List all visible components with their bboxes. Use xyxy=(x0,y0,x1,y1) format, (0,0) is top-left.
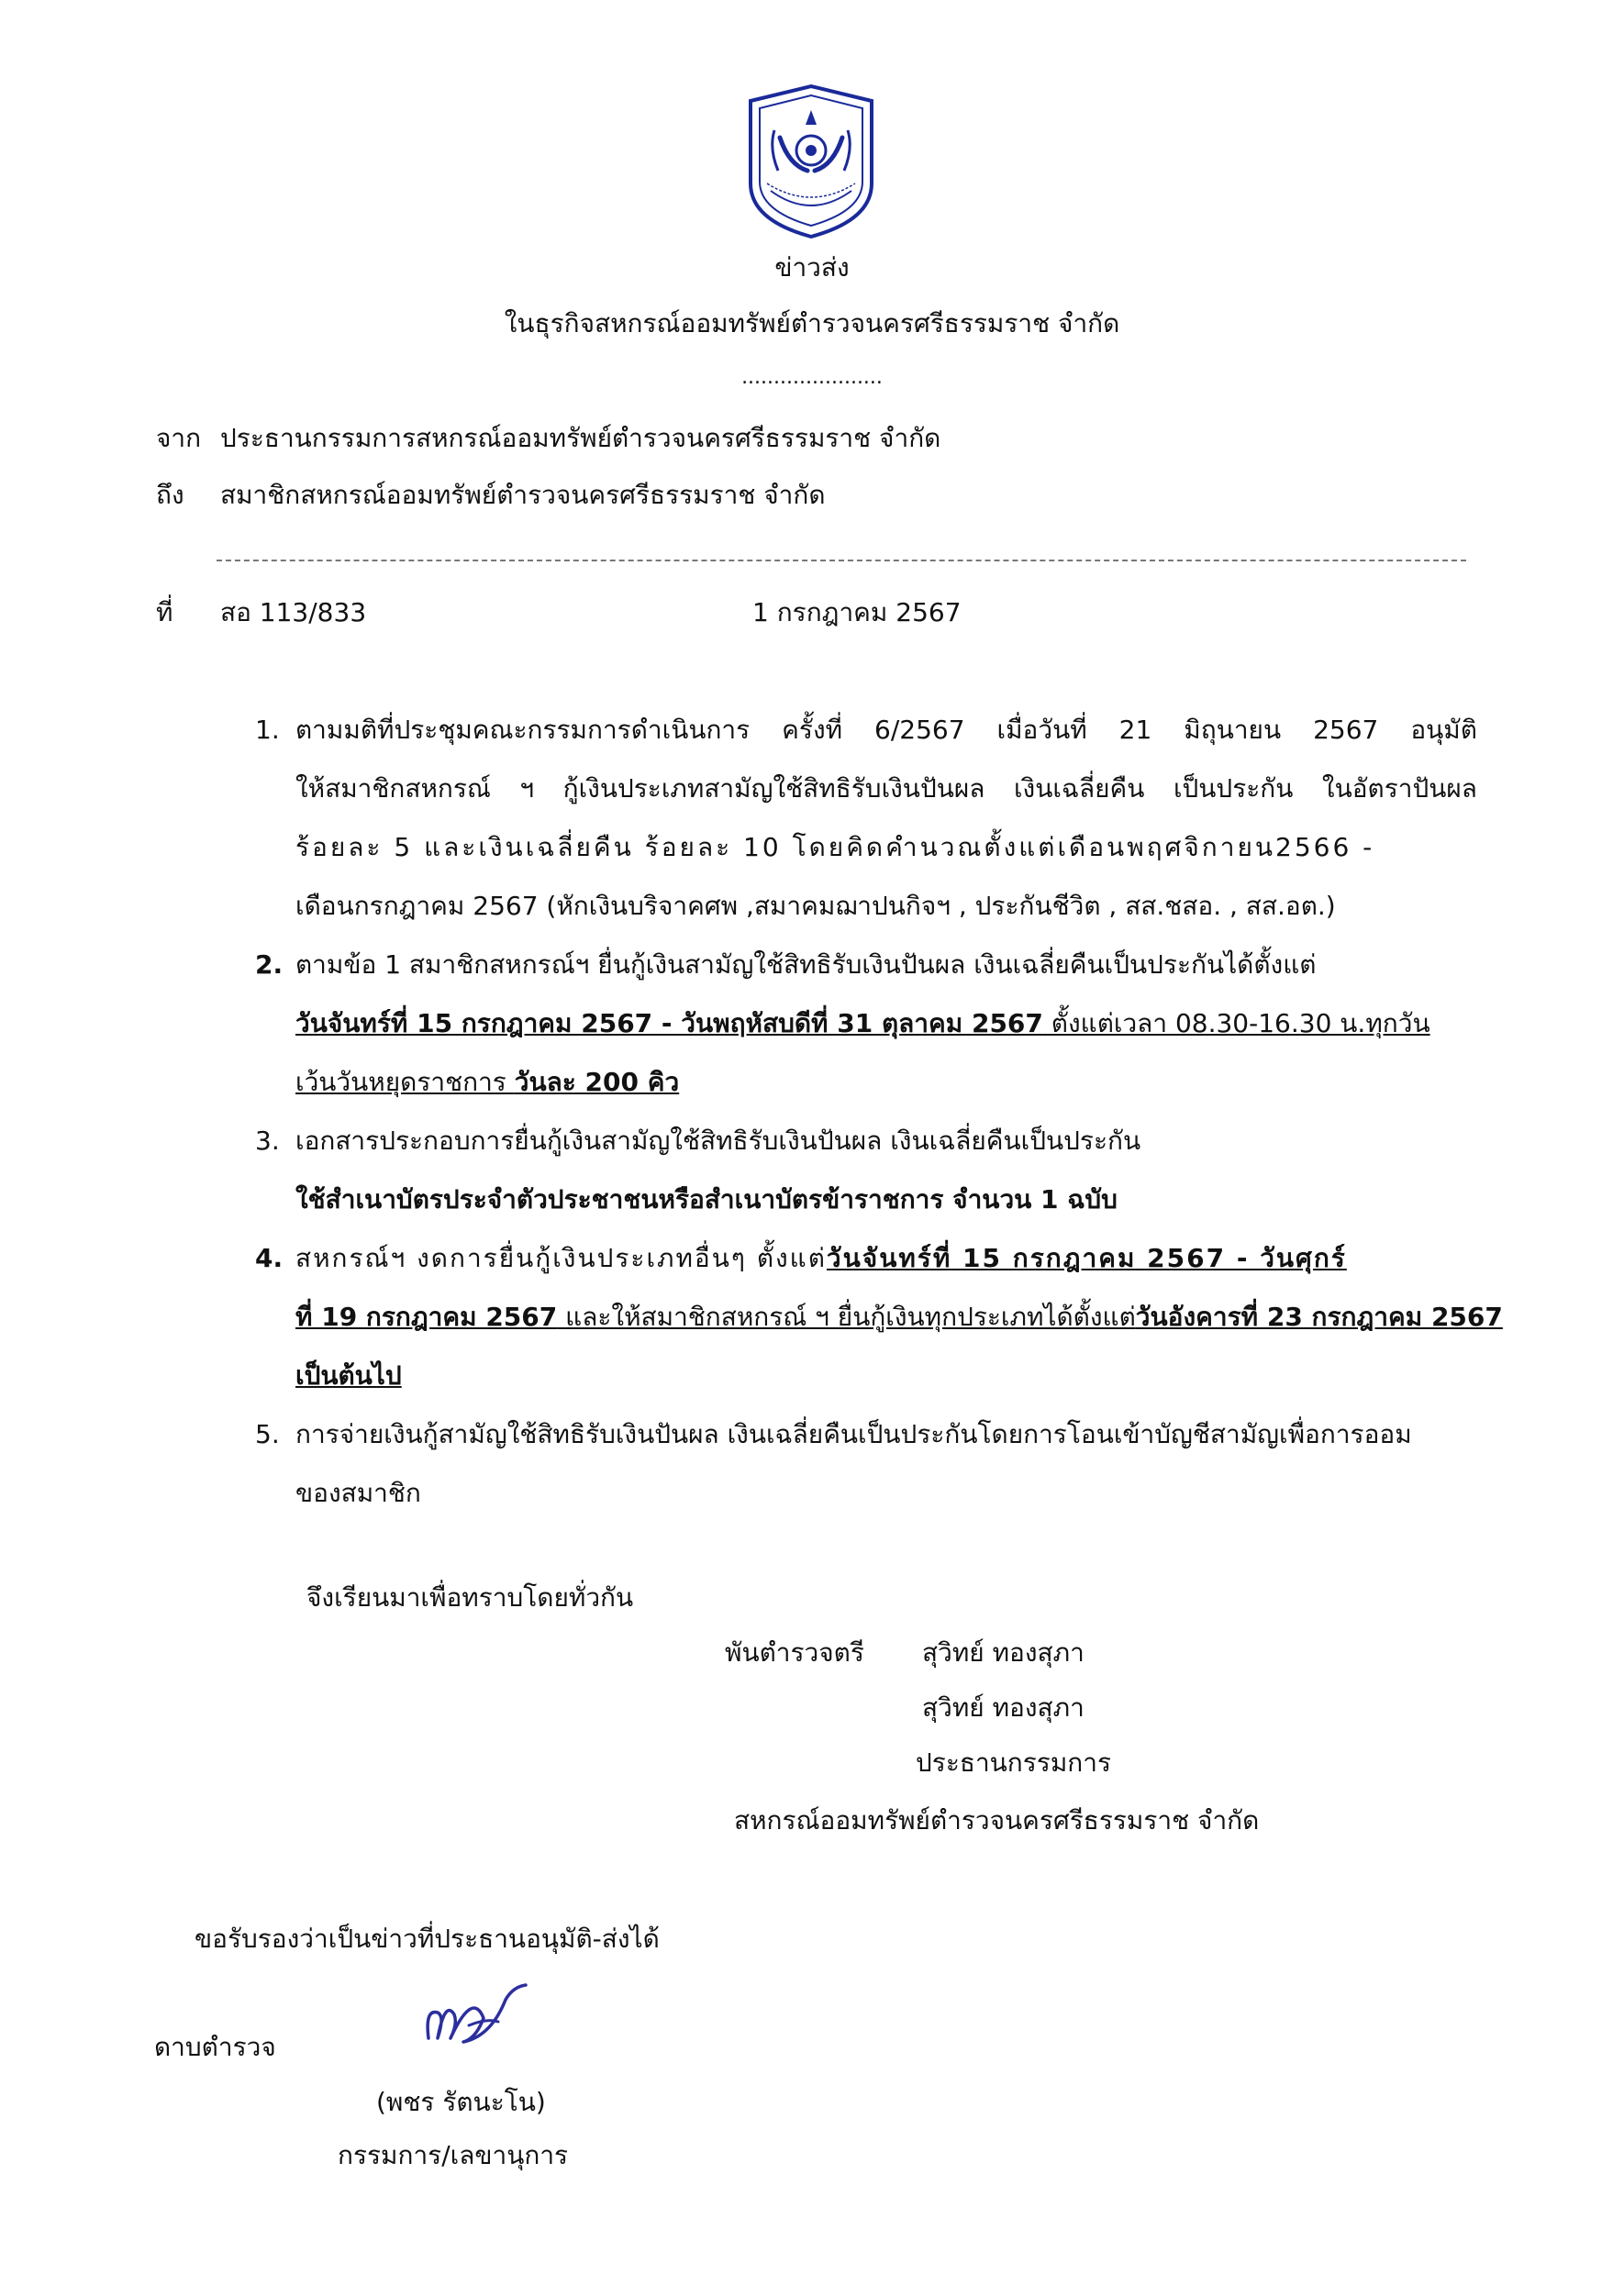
to-label: ถึง xyxy=(156,480,184,510)
item-line: ของสมาชิก xyxy=(295,1478,421,1508)
item-line: เอกสารประกอบการยื่นกู้เงินสามัญใช้สิทธิรับเงินปันผล เงินเฉลี่ยคืนเป็นประกัน xyxy=(295,1126,1141,1156)
signer-name-printed: สุวิทย์ ทองสุภา xyxy=(922,1692,1085,1723)
list-item xyxy=(295,1405,1477,1523)
certifier-rank: ดาบตำรวจ xyxy=(154,2032,276,2062)
item-line: ร้อยละ 5 และเงินเฉลี่ยคืน ร้อยละ 10 โดยคิดคำนวณตั้งแต่เดือนพฤศจิกายน2566 - xyxy=(295,832,1375,862)
item-line xyxy=(295,994,1477,1053)
closing-text: จึงเรียนมาเพื่อทราบโดยทั่วกัน xyxy=(306,1582,634,1613)
document-subtitle: ในธุรกิจสหกรณ์ออมทรัพย์ตำรวจนครศรีธรรมราช จำกัด xyxy=(504,308,1120,338)
time-range: ตั้งแต่เวลา 08.30-16.30 น.ทุกวัน xyxy=(1042,1008,1430,1038)
item-line: เดือนกรกฎาคม 2567 (หักเงินบริจาคศพ ,สมาคมฌาปนกิจฯ , ประกันชีวิต , สส.ชสอ. , สส.อต.) xyxy=(295,891,1336,921)
cooperative-logo xyxy=(743,83,879,240)
separator-line xyxy=(217,560,1466,561)
ref-date: 1 กรกฎาคม 2567 xyxy=(752,597,962,627)
ref-number: สอ 113/833 xyxy=(220,597,367,627)
item-line: ใช้สำเนาบัตรประจำตัวประชาชนหรือสำเนาบัตรข้าราชการ จำนวน 1 ฉบับ xyxy=(295,1184,1118,1215)
resume-date-emphasis: วันอังคารที่ 23 กรกฎาคม 2567 xyxy=(1135,1302,1503,1332)
from-label: จาก xyxy=(156,423,202,453)
list-item xyxy=(295,701,1477,936)
document-title: ข่าวส่ง xyxy=(774,252,850,283)
list-item xyxy=(295,936,1477,1112)
except-holiday: เว้นวันหยุดราชการ xyxy=(295,1067,515,1097)
certifier-name: (พชร รัตนะโน) xyxy=(376,2087,546,2117)
ref-label: ที่ xyxy=(156,597,173,627)
item-number: 3. xyxy=(255,1126,280,1156)
item-number: 2. xyxy=(255,949,284,980)
to-value: สมาชิกสหกรณ์ออมทรัพย์ตำรวจนครศรีธรรมราช จำกัด xyxy=(220,480,826,510)
item-line xyxy=(295,1229,1477,1288)
signer-rank: พันตำรวจตรี xyxy=(725,1637,864,1668)
item-line: การจ่ายเงินกู้สามัญใช้สิทธิรับเงินปันผล เงินเฉลี่ยคืนเป็นประกันโดยการโอนเข้าบัญชีสามัญเพื่อการออม xyxy=(295,1419,1412,1449)
signer-position: ประธานกรรมการ xyxy=(916,1747,1112,1778)
item-number: 1. xyxy=(255,715,280,745)
item-line xyxy=(295,1053,1477,1112)
suspend-end-emphasis: ที่ 19 กรกฎาคม 2567 xyxy=(295,1302,558,1332)
date-range-emphasis: วันจันทร์ที่ 15 กรกฎาคม 2567 - วันพฤหัสบดีที่ 31 ตุลาคม 2567 xyxy=(295,1008,1043,1038)
from-value: ประธานกรรมการสหกรณ์ออมทรัพย์ตำรวจนครศรีธรรมราช จำกัด xyxy=(220,423,941,453)
item-number: 4. xyxy=(255,1243,284,1273)
item-line: เป็นต้นไป xyxy=(295,1360,402,1391)
daily-queue-emphasis: วันละ 200 คิว xyxy=(514,1067,680,1097)
item-line: ให้สมาชิกสหกรณ์ ฯ กู้เงินประเภทสามัญใช้สิทธิรับเงินปันผล เงินเฉลี่ยคืน เป็นประกัน ในอัตราปันผล xyxy=(295,773,1477,804)
list-item xyxy=(295,1229,1503,1405)
resume-text: และให้สมาชิกสหกรณ์ ฯ ยื่นกู้เงินทุกประเภทได้ตั้งแต่ xyxy=(557,1302,1136,1332)
item-line: ตามมติที่ประชุมคณะกรรมการดำเนินการ ครั้งที่ 6/2567 เมื่อวันที่ 21 มิถุนายน 2567 อนุมัติ xyxy=(295,715,1477,745)
certify-text: ขอรับรองว่าเป็นข่าวที่ประธานอนุมัติ-ส่งได้ xyxy=(195,1924,660,1954)
signer-organization: สหกรณ์ออมทรัพย์ตำรวจนครศรีธรรมราช จำกัด xyxy=(734,1805,1260,1836)
suspend-date-emphasis: วันจันทร์ที่ 15 กรกฎาคม 2567 - วันศุกร์ xyxy=(826,1243,1347,1273)
item-number: 5. xyxy=(255,1419,280,1449)
item-line xyxy=(295,1288,1503,1347)
signature xyxy=(417,1981,537,2058)
suspend-text: สหกรณ์ฯ งดการยื่นกู้เงินประเภทอื่นๆ ตั้งแต่ xyxy=(295,1243,827,1273)
signer-name: สุวิทย์ ทองสุภา xyxy=(922,1637,1085,1668)
list-item xyxy=(295,1112,1477,1229)
certifier-position: กรรมการ/เลขานุการ xyxy=(338,2140,569,2170)
item-line: ตามข้อ 1 สมาชิกสหกรณ์ฯ ยื่นกู้เงินสามัญใช้สิทธิรับเงินปันผล เงินเฉลี่ยคืนเป็นประกันได้ตั้งแต่ xyxy=(295,949,1317,980)
header-dots: ...................... xyxy=(741,366,883,389)
